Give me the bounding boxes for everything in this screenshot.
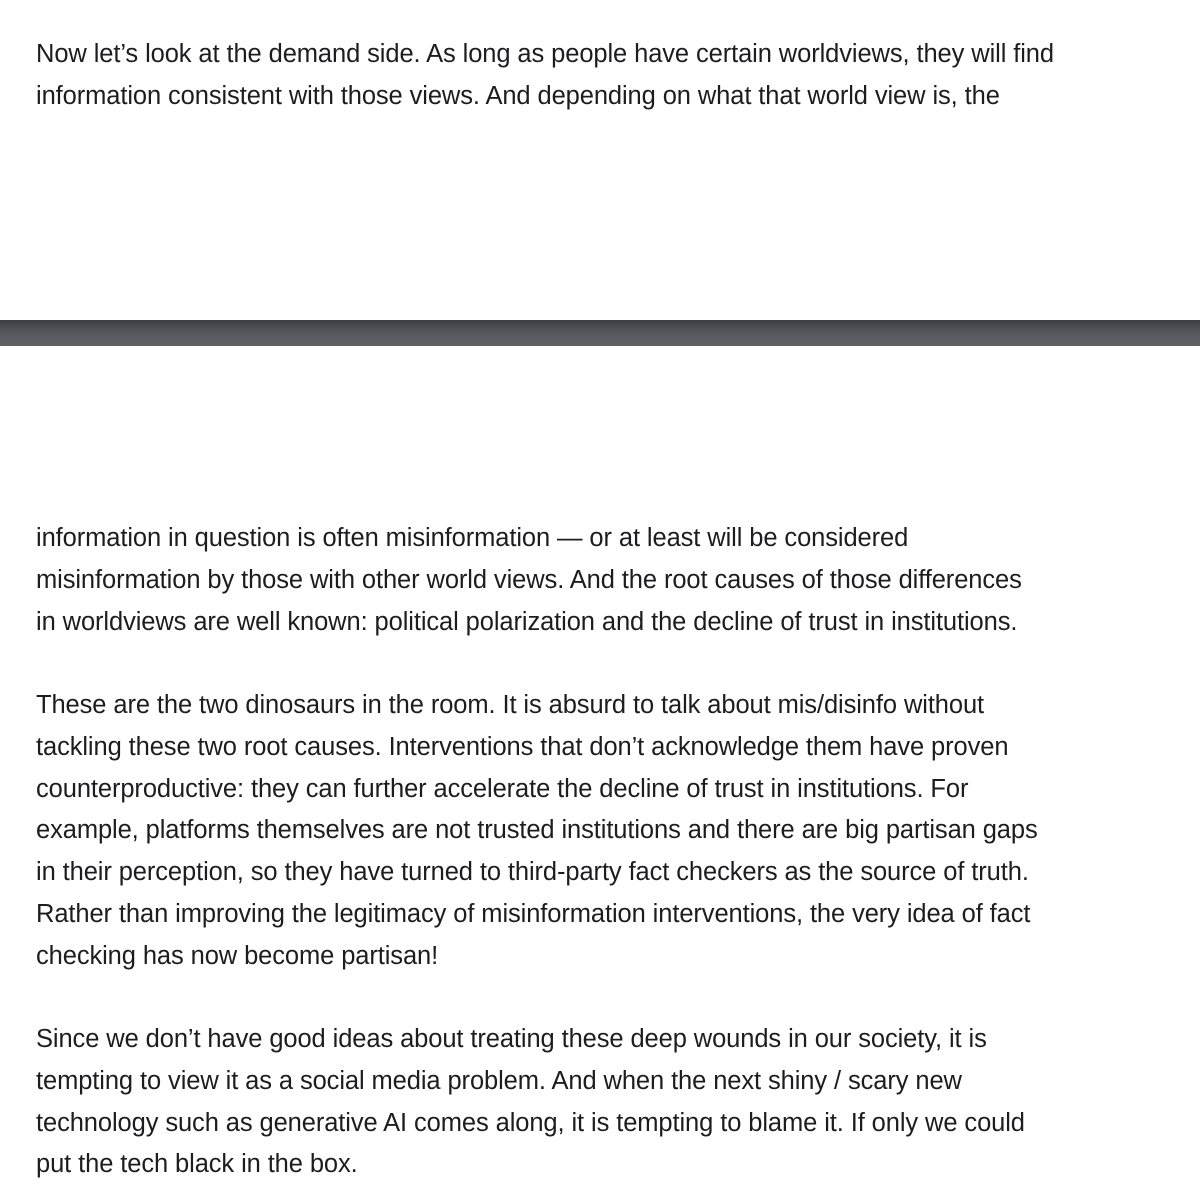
screenshot-divider-bar: [0, 320, 1200, 346]
text-line: put the tech black in the box.: [36, 1150, 358, 1179]
paragraph-demand-side: [36, 34, 1176, 118]
text-line: Rather than improving the legitimacy of misinformation interventions, the very idea of fact: [36, 899, 1031, 928]
paragraph-root-causes: [36, 518, 1176, 643]
text-line: example, platforms themselves are not trusted institutions and there are big partisan gaps: [36, 816, 1038, 845]
text-line: counterproductive: they can further accelerate the decline of trust in institutions. For: [36, 774, 969, 803]
text-line: Now let’s look at the demand side. As long as people have certain worldviews, they will find: [36, 40, 1054, 68]
text-line: misinformation by those with other world views. And the root causes of those differences: [36, 565, 1022, 594]
text-line: Since we don’t have good ideas about treating these deep wounds in our society, it is: [36, 1025, 987, 1053]
text-line: tempting to view it as a social media problem. And when the next shiny / scary new: [36, 1066, 962, 1095]
text-line: in worldviews are well known: political polarization and the decline of trust in institutions.: [36, 607, 1018, 636]
text-line: These are the two dinosaurs in the room. It is absurd to talk about mis/disinfo without: [36, 691, 985, 719]
text-line: information consistent with those views. And depending on what that world view is, the: [36, 81, 1000, 110]
paragraph-dinosaurs-in-room: [36, 685, 1176, 978]
paragraph-social-media-problem: [36, 1019, 1176, 1186]
text-line: checking has now become partisan!: [36, 941, 439, 970]
text-line: tackling these two root causes. Interventions that don’t acknowledge them have proven: [36, 732, 1009, 761]
text-line: technology such as generative AI comes along, it is tempting to blame it. If only we could: [36, 1108, 1025, 1137]
article-fragment-top: [0, 0, 1200, 320]
text-line: information in question is often misinformation — or at least will be considered: [36, 524, 909, 552]
text-line: in their perception, so they have turned to third-party fact checkers as the source of truth.: [36, 858, 1029, 887]
